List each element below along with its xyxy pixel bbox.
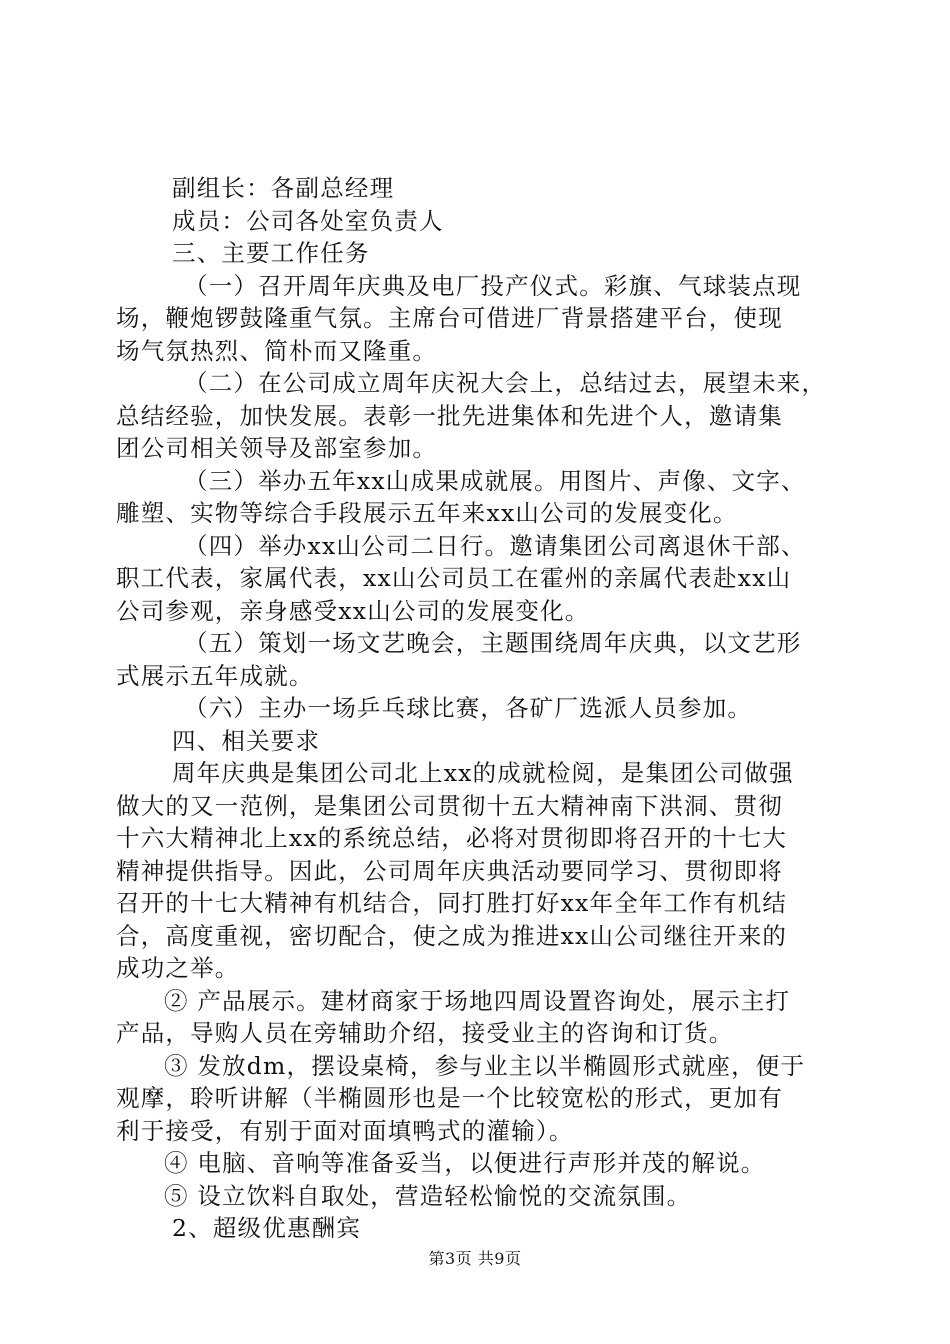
document-line: 观摩，聆听讲解（半椭圆形也是一个比较宽松的形式，更加有 [116,1084,783,1112]
document-line: （五）策划一场文艺晚会，主题围绕周年庆典，以文艺形 [184,629,802,657]
document-line: 召开的十七大精神有机结合，同打胜打好xx年全年工作有机结 [116,889,788,917]
document-line: 职工代表，家属代表，xx山公司员工在霍州的亲属代表赴xx山 [116,564,792,592]
document-line: （三）举办五年xx山成果成就展。用图片、声像、文字、 [184,466,806,495]
document-line: ③ 发放dm，摆设桌椅，参与业主以半椭圆形式就座，便于 [164,1051,806,1080]
document-line: （四）举办xx山公司二日行。邀请集团公司离退休干部、 [184,531,806,560]
document-line: 公司参观，亲身感受xx山公司的发展变化。 [116,596,590,625]
document-line: （六）主办一场乒乓球比赛，各矿厂选派人员参加。 [184,694,753,722]
document-line: 成功之举。 [116,954,240,982]
document-line: 十六大精神北上xx的系统总结，必将对贯彻即将召开的十七大 [116,824,788,852]
page-footer: 第3页 共9页 [428,1249,522,1268]
document-line: 雕塑、实物等综合手段展示五年来xx山公司的发展变化。 [116,499,738,527]
document-line: 周年庆典是集团公司北上xx的成就检阅，是集团公司做强 [172,759,794,787]
document-line: 精神提供指导。因此，公司周年庆典活动要同学习、贯彻即将 [116,856,783,885]
document-line: （一）召开周年庆典及电厂投产仪式。彩旗、气球装点现 [184,271,802,300]
document-line: 利于接受，有别于面对面填鸭式的灌输）。 [116,1116,574,1145]
document-line: 场，鞭炮锣鼓隆重气氛。主席台可借进厂背景搭建平台，使现 [116,304,783,332]
document-line: 四、相关要求 [172,726,321,755]
document-line: ② 产品展示。建材商家于场地四周设置咨询处，展示主打 [164,986,791,1015]
document-line: ④ 电脑、音响等准备妥当，以便进行声形并茂的解说。 [164,1149,766,1177]
document-line: （二）在公司成立周年庆祝大会上，总结过去，展望未来， [184,369,827,397]
document-line: 成员：公司各处室负责人 [172,206,444,235]
document-line: 团公司相关领导及部室参加。 [116,434,438,462]
document-body [116,172,834,1245]
document-line: 副组长：各副总经理 [172,174,395,202]
document-line: 2、超级优惠酬宾 [172,1214,362,1242]
document-line: 总结经验，加快发展。表彰一批先进集体和先进个人，邀请集 [116,401,783,430]
document-line: 三、主要工作任务 [172,239,370,267]
document-line: 合，高度重视，密切配合，使之成为推进xx山公司继往开来的 [116,921,788,950]
document-line: 式展示五年成就。 [116,661,314,690]
document-line: 做大的又一范例，是集团公司贯彻十五大精神南下洪洞、贯彻 [116,791,783,820]
document-line: ⑤ 设立饮料自取处，营造轻松愉悦的交流氛围。 [164,1181,692,1210]
document-line: 产品，导购人员在旁辅助介绍，接受业主的咨询和订货。 [116,1019,734,1047]
document-line: 场气氛热烈、简朴而又隆重。 [116,336,438,365]
